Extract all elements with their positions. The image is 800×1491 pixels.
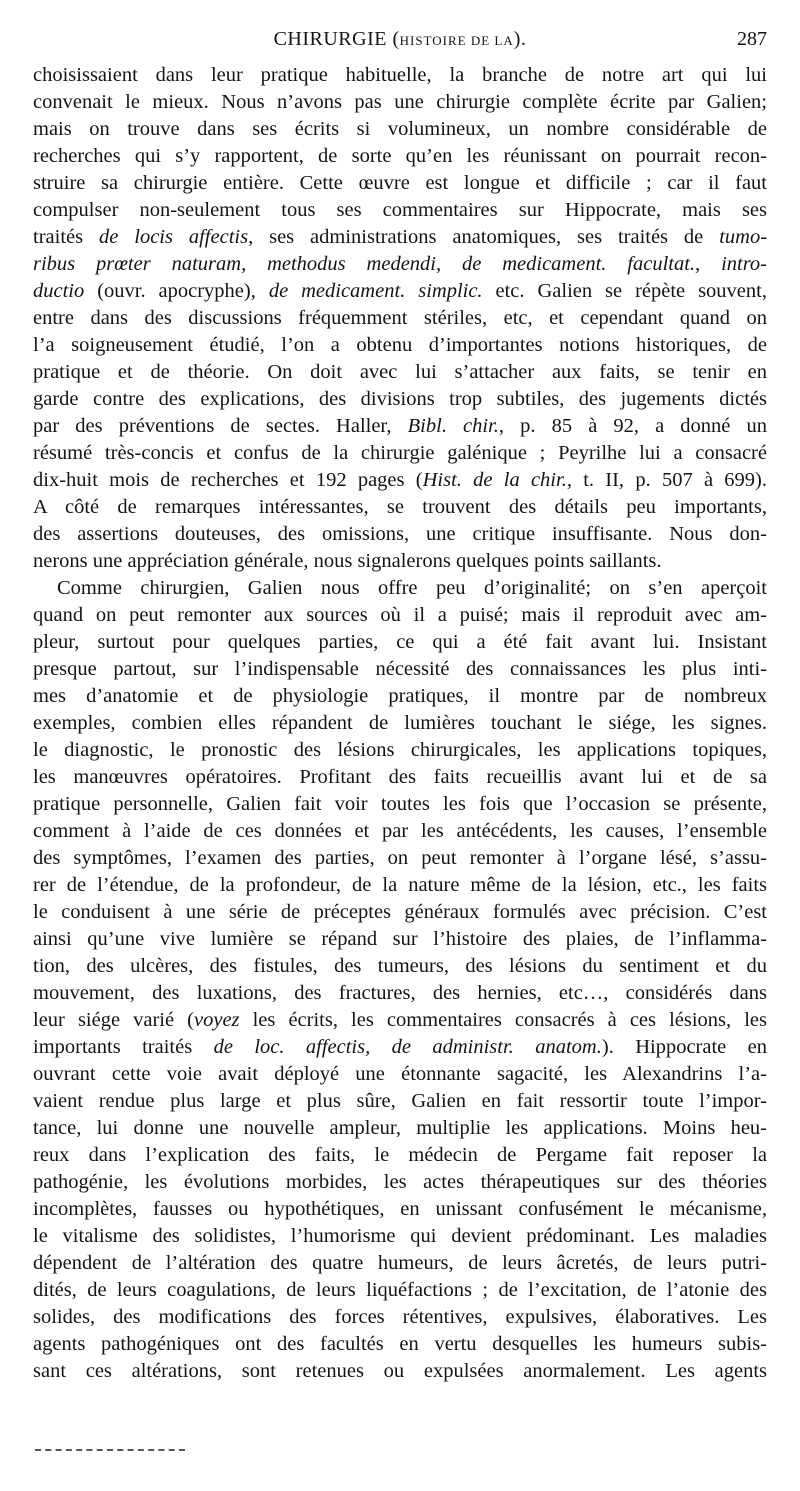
italic-text: Hist. de la chir. — [422, 469, 567, 491]
text-run: ). Hippocrate en — [601, 1036, 767, 1058]
text-line — [33, 1034, 767, 1061]
text-line — [33, 926, 767, 953]
italic-text: voyez — [194, 1009, 240, 1031]
text-run: nerons une appréciation générale, nous signalerons quelques points saillants. — [33, 550, 662, 572]
text-line — [33, 1169, 767, 1196]
italic-text: de loc. affectis, de administr. anatom. — [213, 1036, 602, 1058]
text-line — [33, 1304, 767, 1331]
text-run: importants traités — [33, 1036, 214, 1058]
text-line — [33, 332, 767, 359]
text-run: le diagnostic, le pronostic des lésions chirurgicales, les applications topiques, — [33, 739, 767, 761]
text-line — [33, 251, 767, 278]
text-line — [33, 602, 767, 629]
text-line — [33, 548, 767, 575]
text-run: convenait le mieux. Nous n’avons pas une chirurgie complète écrite par Galien; — [33, 91, 767, 113]
text-run: tion, des ulcères, des fistules, des tumeurs, des lésions du sentiment et du — [33, 955, 767, 977]
text-line — [33, 899, 767, 926]
text-line — [33, 629, 767, 656]
text-run: compulser non-seulement tous ses commentaires sur Hippocrate, mais ses — [33, 199, 767, 221]
text-run: mouvement, des luxations, des fractures, des hernies, etc…, considérés dans — [33, 982, 767, 1004]
text-run: presque partout, sur l’indispensable nécessité des connaissances les plus inti- — [33, 658, 767, 680]
running-title — [33, 28, 767, 51]
text-run: dités, de leurs coagulations, de leurs liquéfactions ; de l’excitation, de l’atonie des — [33, 1279, 767, 1301]
text-line — [33, 1223, 767, 1250]
text-line — [33, 980, 767, 1007]
text-run: pathogénie, les évolutions morbides, les actes thérapeutiques sur des théories — [33, 1171, 767, 1193]
text-run: , p. 85 à 92, a donné un — [498, 415, 767, 437]
text-line — [33, 521, 767, 548]
text-run: (ouvr. apocryphe), — [84, 280, 269, 302]
text-run: dépendent de l’altération des quatre humeurs, de leurs âcretés, de leurs putri- — [33, 1252, 767, 1274]
text-run: garde contre des explications, des divisions trop subtiles, des jugements dictés — [33, 388, 767, 410]
italic-text: ribus prœter naturam, methodus medendi, de medicament. facultat. — [33, 253, 696, 275]
text-line — [33, 224, 767, 251]
text-line — [33, 62, 767, 89]
text-line — [33, 1007, 767, 1034]
text-line — [33, 278, 767, 305]
text-line — [33, 494, 767, 521]
text-line — [33, 953, 767, 980]
text-run: le vitalisme des solidistes, l’humorisme qui devient prédominant. Les maladies — [33, 1225, 767, 1247]
text-line — [33, 872, 767, 899]
text-run: struire sa chirurgie entière. Cette œuvre est longue et difficile ; car il faut — [33, 172, 767, 194]
text-run: exemples, combien elles répandent de lumières touchant le siége, les signes. — [33, 712, 767, 734]
text-line — [33, 683, 767, 710]
text-run: dix-huit mois de recherches et 192 pages ( — [33, 469, 423, 491]
running-title-end: ). — [513, 28, 527, 50]
text-line — [33, 710, 767, 737]
text-line — [33, 1196, 767, 1223]
text-run: le conduisent à une série de préceptes généraux formulés avec précision. C’est — [33, 901, 767, 923]
text-line — [33, 305, 767, 332]
text-line — [33, 170, 767, 197]
text-line — [33, 1142, 767, 1169]
running-header — [33, 28, 767, 58]
text-line — [33, 1250, 767, 1277]
text-run: pratique et de théorie. On doit avec lui s’attacher aux faits, se tenir en — [33, 361, 767, 383]
text-run: , ses administrations anatomiques, ses traités de — [248, 226, 720, 248]
text-line — [33, 359, 767, 386]
italic-text: tumo- — [719, 226, 767, 248]
text-line — [33, 791, 767, 818]
text-run: incomplètes, fausses ou hypothétiques, en unissant confusément le mécanisme, — [33, 1198, 767, 1220]
italic-text: de locis affectis — [99, 226, 249, 248]
text-run: des symptômes, l’examen des parties, on peut remonter à l’organe lésé, s’assu- — [33, 847, 767, 869]
text-run: résumé très-concis et confus de la chirurgie galénique ; Peyrilhe lui a consacré — [33, 442, 767, 464]
text-line — [33, 656, 767, 683]
text-line — [33, 1115, 767, 1142]
text-run: ainsi qu’une vive lumière se répand sur l’histoire des plaies, de l’inflamma- — [33, 928, 767, 950]
text-run: pleur, surtout pour quelques parties, ce qui a été fait avant lui. Insistant — [33, 631, 767, 653]
text-run: leur siége varié ( — [33, 1009, 194, 1031]
text-run: vaient rendue plus large et plus sûre, Galien en fait ressortir toute l’impor- — [33, 1090, 767, 1112]
text-run: rer de l’étendue, de la profondeur, de la nature même de la lésion, etc., les faits — [33, 874, 767, 896]
italic-text: Bibl. chir. — [407, 415, 499, 437]
text-line — [33, 89, 767, 116]
text-run: entre dans des discussions fréquemment stériles, etc, et cependant quand on — [33, 307, 767, 329]
text-line — [33, 1061, 767, 1088]
text-run: choisissaient dans leur pratique habituelle, la branche de notre art qui lui — [33, 64, 767, 86]
text-run: traités — [33, 226, 99, 248]
text-line — [33, 197, 767, 224]
text-line — [33, 818, 767, 845]
text-run: des assertions douteuses, des omissions, une critique insuffisante. Nous don- — [33, 523, 767, 545]
page-number: 287 — [737, 28, 767, 50]
text-run: solides, des modifications des forces rétentives, expulsives, élaboratives. Les — [33, 1306, 767, 1328]
text-line — [33, 413, 767, 440]
text-run: recherches qui s’y rapportent, de sorte qu’en les réunissant on pourrait recon- — [33, 145, 767, 167]
text-line — [33, 386, 767, 413]
text-line — [33, 1331, 767, 1358]
text-run: A côté de remarques intéressantes, se trouvent des détails peu importants, — [33, 496, 767, 518]
text-line — [33, 764, 767, 791]
text-run: Comme chirurgien, Galien nous offre peu d’originalité; on s’en aperçoit — [57, 577, 767, 599]
italic-text: ductio — [33, 280, 85, 302]
text-run: etc. Galien se répète souvent, — [482, 280, 767, 302]
text-run: agents pathogéniques ont des facultés en vertu desquelles les humeurs subis- — [33, 1333, 767, 1355]
text-run: reux dans l’explication des faits, le médecin de Pergame fait reposer la — [33, 1144, 767, 1166]
text-run: pratique personnelle, Galien fait voir toutes les fois que l’occasion se présente, — [33, 793, 767, 815]
text-line — [33, 467, 767, 494]
text-run: quand on peut remonter aux sources où il a puisé; mais il reproduit avec am- — [33, 604, 767, 626]
text-line — [33, 575, 767, 602]
text-line — [33, 737, 767, 764]
text-run: les manœuvres opératoires. Profitant des faits recueillis avant lui et de sa — [33, 766, 767, 788]
text-run: tance, lui donne une nouvelle ampleur, multiplie les applications. Moins heu- — [33, 1117, 767, 1139]
text-line — [33, 1088, 767, 1115]
text-line — [33, 143, 767, 170]
body-text — [33, 62, 767, 1385]
text-run: l’a soigneusement étudié, l’on a obtenu d’importantes notions historiques, de — [33, 334, 767, 356]
italic-text: intro- — [721, 253, 767, 275]
text-line — [33, 1277, 767, 1304]
text-line — [33, 1358, 767, 1385]
text-run: comment à l’aide de ces données et par les antécédents, les causes, l’ensemble — [33, 820, 767, 842]
text-run: les écrits, les commentaires consacrés à ces lésions, les — [239, 1009, 767, 1031]
text-run: par des préventions de sectes. Haller, — [33, 415, 408, 437]
text-run: , — [695, 253, 722, 275]
text-run: mais on trouve dans ses écrits si volumineux, un nombre considérable de — [33, 118, 767, 140]
italic-text: de medicament. simplic. — [268, 280, 483, 302]
footer-rule — [35, 1449, 185, 1451]
text-run: sant ces altérations, sont retenues ou expulsées anormalement. Les agents — [33, 1360, 767, 1382]
text-line — [33, 440, 767, 467]
text-run: , t. II, p. 507 à 699). — [566, 469, 767, 491]
running-title-subtitle: HISTOIRE DE LA — [399, 33, 514, 48]
text-line — [33, 116, 767, 143]
running-title-main: CHIRURGIE ( — [273, 28, 400, 50]
text-run: mes d’anatomie et de physiologie pratiques, il montre par de nombreux — [33, 685, 767, 707]
text-line — [33, 845, 767, 872]
text-run: ouvrant cette voie avait déployé une étonnante sagacité, les Alexandrins l’a- — [33, 1063, 767, 1085]
